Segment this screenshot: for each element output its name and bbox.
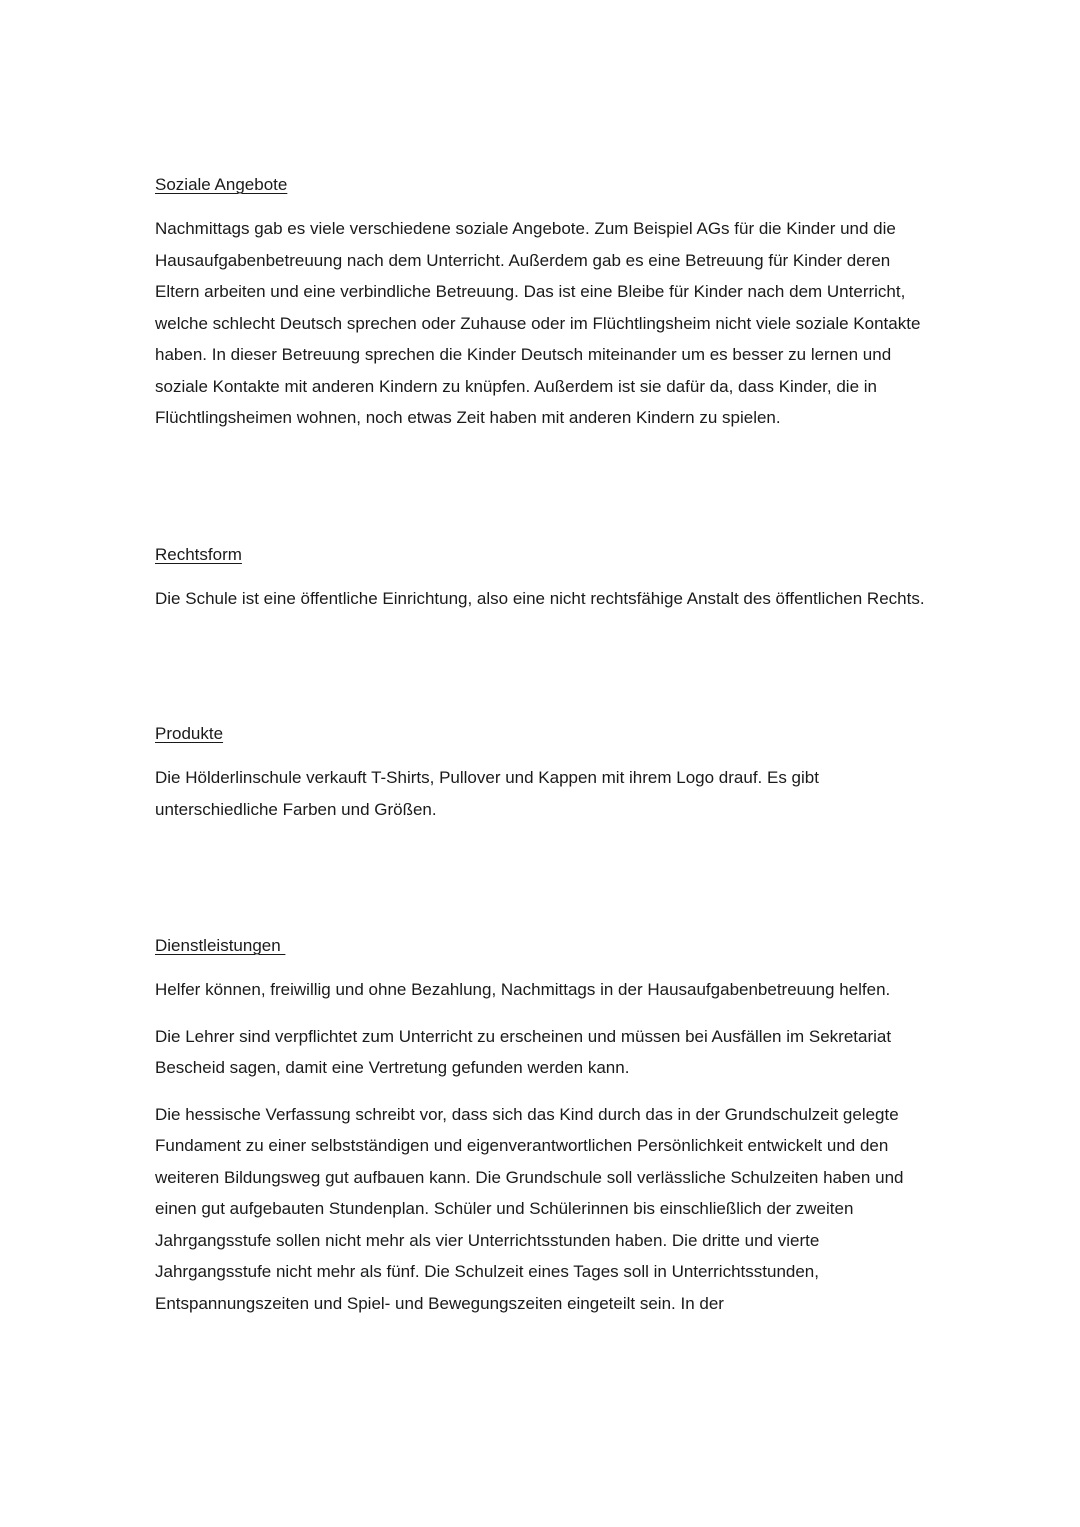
section-paragraph: Die hessische Verfassung schreibt vor, dass sich das Kind durch das in der Grundschulzeit gelegte Fundament zu einer selbstständigen und eigenverantwortlichen Persönlichkeit entwickelt und den weiteren Bildungsweg gut aufbauen kann. Die Grundschule soll verlässliche Schulzeiten haben und einen gut aufgebauten Stundenplan. Schüler und Schülerinnen bis einschließlich der zweiten Jahrgangsstufe sollen nicht mehr als vier Unterrichtsstunden haben. Die dritte und vierte Jahrgangsstufe nicht mehr als fünf. Die Schulzeit eines Tages soll in Unterrichtsstunden, Entspannungszeiten und Spiel- und Bewegungszeiten eingeteilt sein. In der [155,1104,904,1313]
document-content [155,172,930,1319]
section-heading: Soziale Angebote [155,175,288,194]
section-rechtsform [155,542,930,615]
section-paragraph: Die Lehrer sind verpflichtet zum Unterricht zu erscheinen und müssen bei Ausfällen im Sekretariat Bescheid sagen, damit eine Vertretung gefunden werden kann. [155,1026,892,1077]
section-heading: Dienstleistungen [155,936,286,955]
section-produkte [155,721,930,825]
section-paragraph: Die Schule ist eine öffentliche Einrichtung, also eine nicht rechtsfähige Anstalt des öffentlichen Rechts. [155,588,925,608]
section-paragraph: Die Hölderlinschule verkauft T-Shirts, Pullover und Kappen mit ihrem Logo drauf. Es gibt unterschiedliche Farben und Größen. [155,768,819,819]
section-soziale-angebote [155,172,930,434]
section-heading: Rechtsform [155,544,242,564]
section-dienstleistungen [155,933,930,1319]
section-paragraph: Helfer können, freiwillig und ohne Bezahlung, Nachmittags in der Hausaufgabenbetreuung helfen. [155,980,891,999]
section-heading: Produkte [155,724,224,743]
section-paragraph: Nachmittags gab es viele verschiedene soziale Angebote. Zum Beispiel AGs für die Kinder und die Hausaufgabenbetreuung nach dem Unterricht. Außerdem gab es eine Betreuung für Kinder deren Eltern arbeiten und eine verbindliche Betreuung. Das ist eine Bleibe für Kinder nach dem Unterricht, welche schlecht Deutsch sprechen oder Zuhause oder im Flüchtlingsheim nicht viele soziale Kontakte haben. In dieser Betreuung sprechen die Kinder Deutsch miteinander um es besser zu lernen und soziale Kontakte mit anderen Kindern zu knüpfen. Außerdem ist sie dafür da, dass Kinder, die in Flüchtlingsheimen wohnen, noch etwas Zeit haben mit anderen Kindern zu spielen. [155,219,921,427]
